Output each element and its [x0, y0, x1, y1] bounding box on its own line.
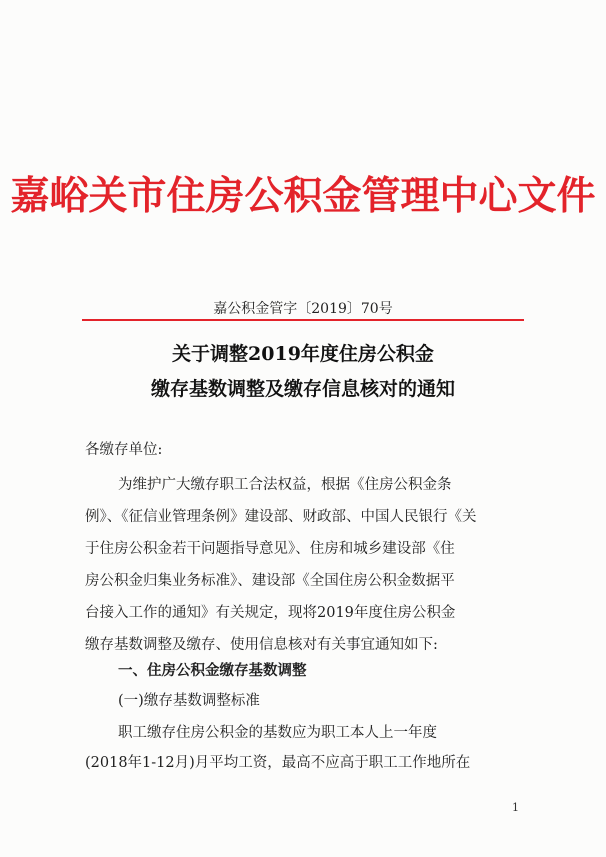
paragraph-line-5: 台接入工作的通知》有关规定，现将2019年度住房公积金 — [85, 605, 456, 621]
document-number: 嘉公积金管字〔2019〕70号 — [213, 301, 393, 317]
paragraph-line-6: 缴存基数调整及缴存、使用信息核对有关事宜通知如下: — [85, 637, 438, 653]
paragraph-line-4: 房公积金归集业务标准》、建设部《全国住房公积金数据平 — [85, 573, 455, 589]
salutation: 各缴存单位: — [85, 442, 163, 458]
page-number: 1 — [512, 801, 519, 814]
paragraph-line-3: 于住房公积金若干问题指导意见》、住房和城乡建设部《住 — [85, 541, 455, 557]
issuer-title: 嘉峪关市住房公积金管理中心文件 — [10, 174, 596, 219]
standard-line-2: (2018年1-12月)月平均工资，最高不应高于职工工作地所在 — [85, 755, 471, 771]
red-divider-line — [82, 319, 524, 321]
paragraph-line-2: 例》、《征信业管理条例》建设部、财政部、中国人民银行《关 — [85, 509, 477, 525]
notice-title-line-1: 关于调整2019年度住房公积金 — [172, 343, 434, 365]
paragraph-line-1: 为维护广大缴存职工合法权益，根据《住房公积金条 — [118, 477, 452, 493]
section-heading: 一、住房公积金缴存基数调整 — [118, 663, 307, 679]
standard-line-1: 职工缴存住房公积金的基数应为职工本人上一年度 — [118, 725, 437, 741]
notice-title-line-2: 缴存基数调整及缴存信息核对的通知 — [150, 378, 455, 400]
subsection-heading: (一)缴存基数调整标准 — [118, 693, 260, 709]
